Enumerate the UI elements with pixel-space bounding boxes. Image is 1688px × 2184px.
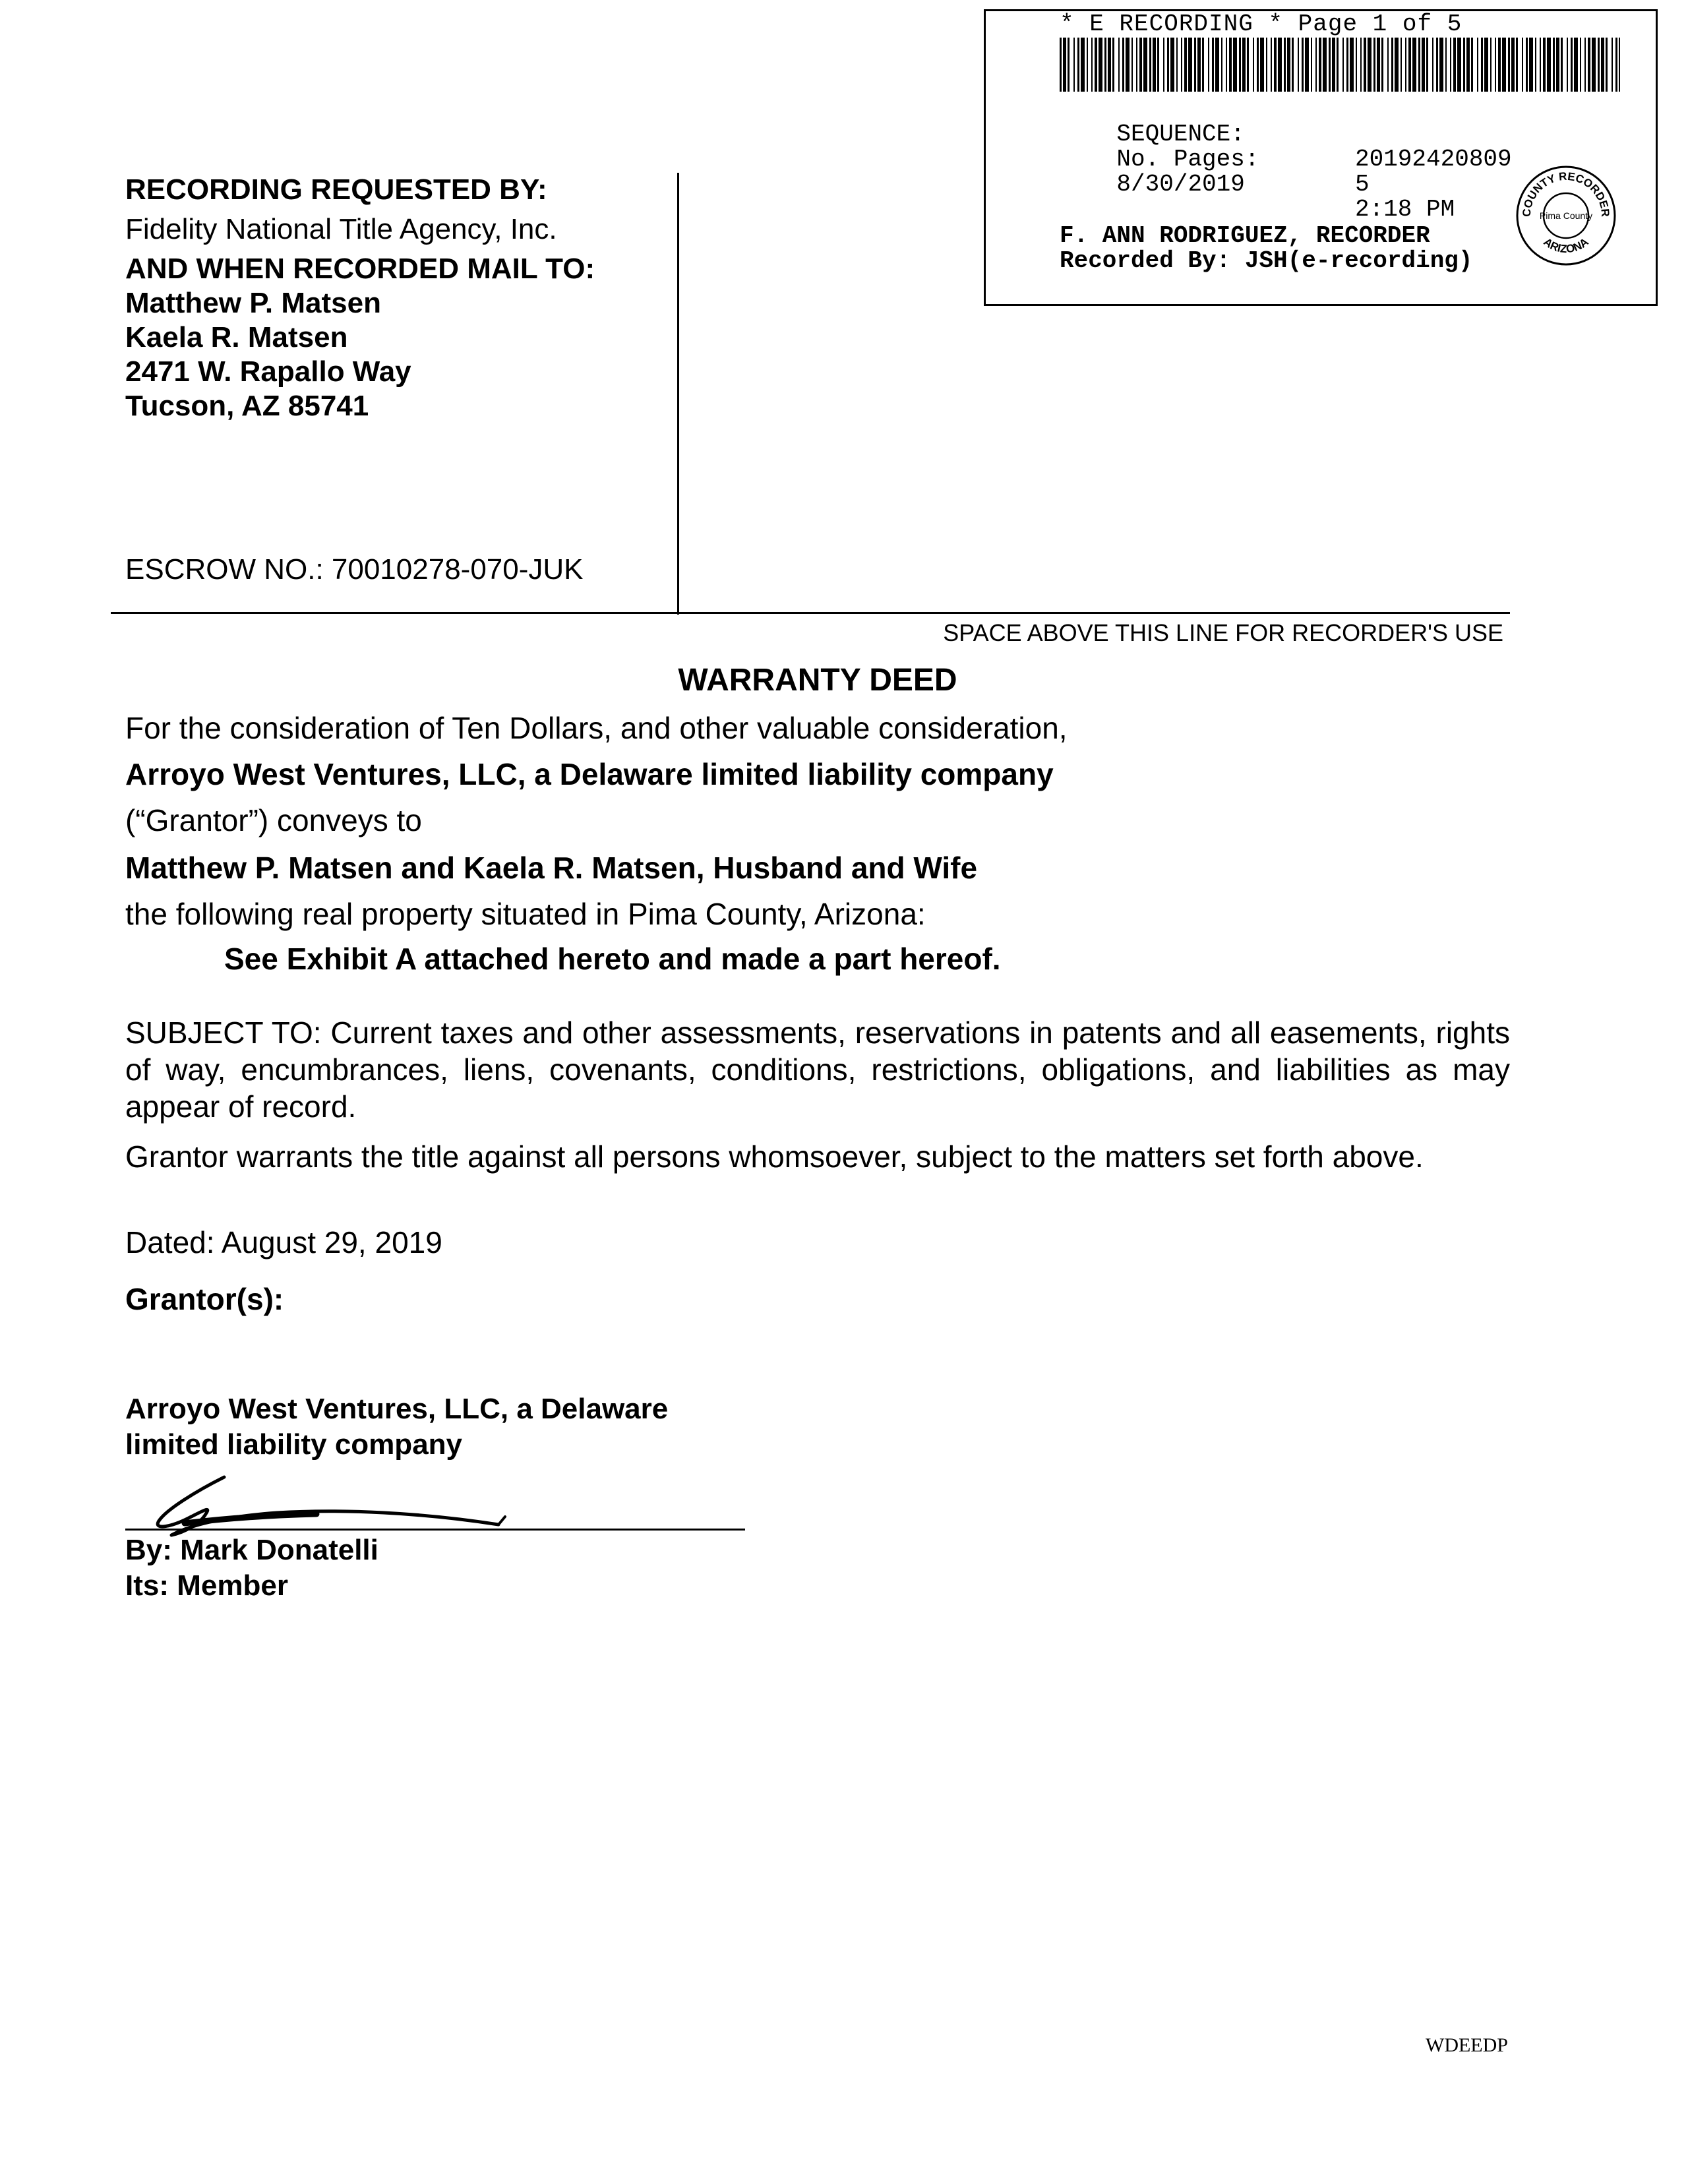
record-date: 8/30/2019 xyxy=(1116,171,1245,198)
grantors-label: Grantor(s): xyxy=(125,1282,284,1316)
grantees: Matthew P. Matsen and Kaela R. Matsen, Husband and Wife xyxy=(125,851,978,885)
recorder-name: F. ANN RODRIGUEZ, RECORDER xyxy=(1060,222,1430,249)
handwritten-signature-icon xyxy=(145,1464,514,1543)
escrow-number: ESCROW NO.: 70010278-070-JUK xyxy=(125,553,584,586)
barcode xyxy=(1060,38,1620,92)
signer-block xyxy=(125,1532,378,1604)
signer-title: Its: Member xyxy=(125,1569,288,1602)
record-time: 2:18 PM xyxy=(1355,196,1455,223)
mail-to-street: 2471 W. Rapallo Way xyxy=(125,355,411,388)
signature-company-line-1: Arroyo West Ventures, LLC, a Delaware xyxy=(125,1393,669,1425)
pages-value: 5 xyxy=(1355,171,1370,198)
recording-request-block xyxy=(125,173,595,423)
form-code: WDEEDP xyxy=(1426,2034,1508,2056)
recorder-space-note: SPACE ABOVE THIS LINE FOR RECORDER'S USE xyxy=(943,619,1503,646)
sequence-value: 20192420809 xyxy=(1355,146,1512,173)
consideration-text: For the consideration of Ten Dollars, and other valuable consideration, xyxy=(125,711,1068,745)
signature-company xyxy=(125,1391,668,1463)
recorded-by: Recorded By: JSH(e-recording) xyxy=(1060,247,1473,274)
mail-to-city: Tucson, AZ 85741 xyxy=(125,390,369,422)
grantor-entity: Arroyo West Ventures, LLC, a Delaware limited liability company xyxy=(125,757,1054,791)
signature-line xyxy=(125,1529,745,1531)
exhibit-reference: See Exhibit A attached hereto and made a part hereof. xyxy=(224,942,1001,976)
mail-to-heading: AND WHEN RECORDED MAIL TO: xyxy=(125,253,595,285)
deed-title: WARRANTY DEED xyxy=(678,663,957,698)
subject-to-paragraph: SUBJECT TO: Current taxes and other assessments, reservations in patents and all easements, rights of way, encumbrances, liens, covenants, conditions, restrictions, obligations, and liabilities as may appear of record. xyxy=(125,1016,1510,1124)
pages-label: No. Pages: xyxy=(1116,146,1259,173)
mail-to-name-1: Matthew P. Matsen xyxy=(125,287,381,319)
recorder-space-line xyxy=(111,612,1510,614)
mail-to-name-2: Kaela R. Matsen xyxy=(125,321,348,353)
signature-company-line-2: limited liability company xyxy=(125,1428,463,1461)
seal-bottom-text: ARIZONA xyxy=(1541,235,1591,256)
county-seal-icon xyxy=(1513,163,1619,268)
recording-requested-heading: RECORDING REQUESTED BY: xyxy=(125,173,547,206)
seal-top-text: COUNTY RECORDER xyxy=(1520,169,1612,218)
warranty-paragraph: Grantor warrants the title against all persons whomsoever, subject to the matters set forth above. xyxy=(125,1139,1424,1174)
recorder-stamp xyxy=(984,9,1658,306)
stamp-title: * E RECORDING * Page 1 of 5 xyxy=(1060,11,1462,38)
sequence-label: SEQUENCE: xyxy=(1116,121,1245,148)
seal-center-text: Pima County xyxy=(1539,210,1593,221)
conveys-text: (“Grantor”) conveys to xyxy=(125,803,422,837)
signer-name: By: Mark Donatelli xyxy=(125,1534,378,1566)
property-text: the following real property situated in Pima County, Arizona: xyxy=(125,897,926,931)
requesting-agency: Fidelity National Title Agency, Inc. xyxy=(125,213,557,245)
block-divider-vertical xyxy=(677,173,679,615)
dated-line: Dated: August 29, 2019 xyxy=(125,1225,442,1259)
